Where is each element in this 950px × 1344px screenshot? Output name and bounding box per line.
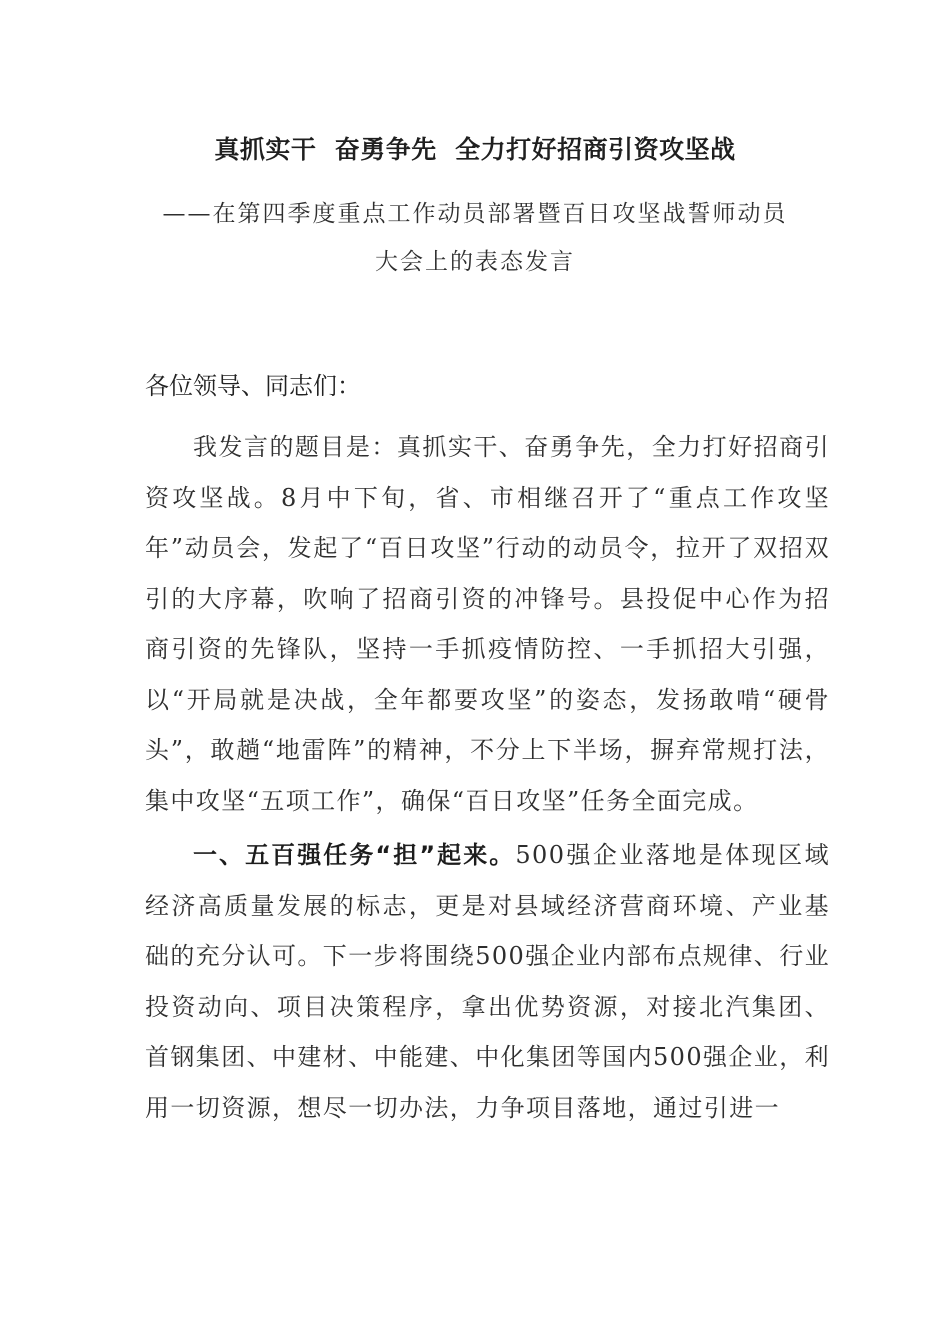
document-title: 真抓实干 奋勇争先 全力打好招商引资攻坚战: [214, 135, 736, 164]
paragraph-section-one: [145, 830, 830, 1133]
paragraph-intro: 我发言的题目是：真抓实干、奋勇争先，全力打好招商引资攻坚战。8月中下旬，省、市相继召开了“重点工作攻坚年”动员会，发起了“百日攻坚”行动的动员令，拉开了双招双引的大序幕，吹响了招商引资的冲锋号。县投促中心作为招商引资的先锋队，坚持一手抓疫情防控、一手抓招大引强，以“开局就是决战，全年都要攻坚”的姿态，发扬敢啃“硬骨头”，敢趟“地雷阵”的精神，不分上下半场，摒弃常规打法，集中攻坚“五项工作”，确保“百日攻坚”任务全面完成。: [145, 433, 830, 815]
salutation: 各位领导、同志们：: [145, 372, 361, 400]
section-one-body: 500强企业落地是体现区域经济高质量发展的标志，更是对县域经济营商环境、产业基础的充分认可。下一步将围绕500强企业内部布点规律、行业投资动向、项目决策程序，拿出优势资源，对接北汽集团、首钢集团、中建材、中能建、中化集团等国内500强企业，利用一切资源，想尽一切办法，力争项目落地，通过引进一: [145, 841, 831, 1122]
document-subtitle-line-2: 大会上的表态发言: [375, 249, 575, 275]
section-one-heading: 一、五百强任务“担”起来。: [193, 841, 516, 869]
document-subtitle-line-1: ——在第四季度重点工作动员部署暨百日攻坚战誓师动员: [162, 201, 788, 227]
